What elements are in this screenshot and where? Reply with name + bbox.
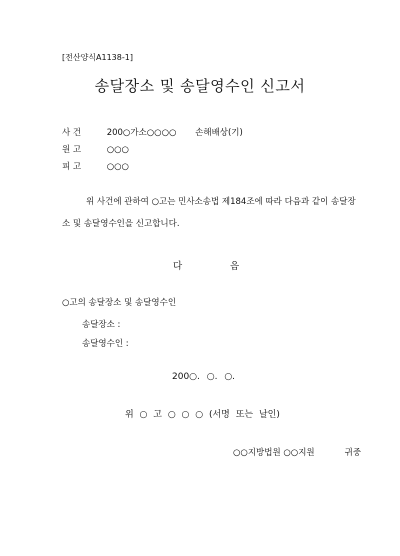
- defendant-label: 피 고: [62, 162, 82, 172]
- case-name: 손해배상(기): [195, 128, 243, 138]
- form-code: [전산양식A1138-1]: [62, 53, 133, 62]
- case-row: [62, 126, 243, 138]
- signature-line: 위 ○ 고 ○ ○ ○ (서명 또는 날인): [125, 410, 280, 420]
- document-title: 송달장소 및 송달영수인 신고서: [94, 77, 306, 95]
- heading-eum: 음: [230, 261, 240, 272]
- delivery-place-label: 송달장소 :: [82, 320, 121, 330]
- case-number: 200○가소○○○○: [106, 128, 177, 138]
- plaintiff-row: [62, 143, 129, 155]
- defendant-row: [62, 160, 129, 172]
- court-name: ○○지방법원 ○○지원: [233, 448, 315, 458]
- defendant-value: ○○○: [106, 162, 129, 172]
- date-line: 200○. ○. ○.: [172, 372, 236, 382]
- body-text-line-2: 소 및 송달영수인을 신고합니다.: [62, 219, 180, 229]
- plaintiff-value: ○○○: [106, 145, 129, 155]
- heading-da: 다: [173, 261, 183, 272]
- delivery-recipient-label: 송달영수인 :: [82, 339, 129, 349]
- section-heading: ○고의 송달장소 및 송달영수인: [62, 298, 177, 308]
- court-line: [233, 446, 361, 458]
- plaintiff-label: 원 고: [62, 145, 82, 155]
- case-label: 사 건: [62, 128, 82, 138]
- body-text-line-1: 위 사건에 관하여 ○고는 민사소송법 제184조에 따라 다음과 같이 송달장: [86, 197, 356, 207]
- court-addressee: 귀중: [344, 448, 362, 458]
